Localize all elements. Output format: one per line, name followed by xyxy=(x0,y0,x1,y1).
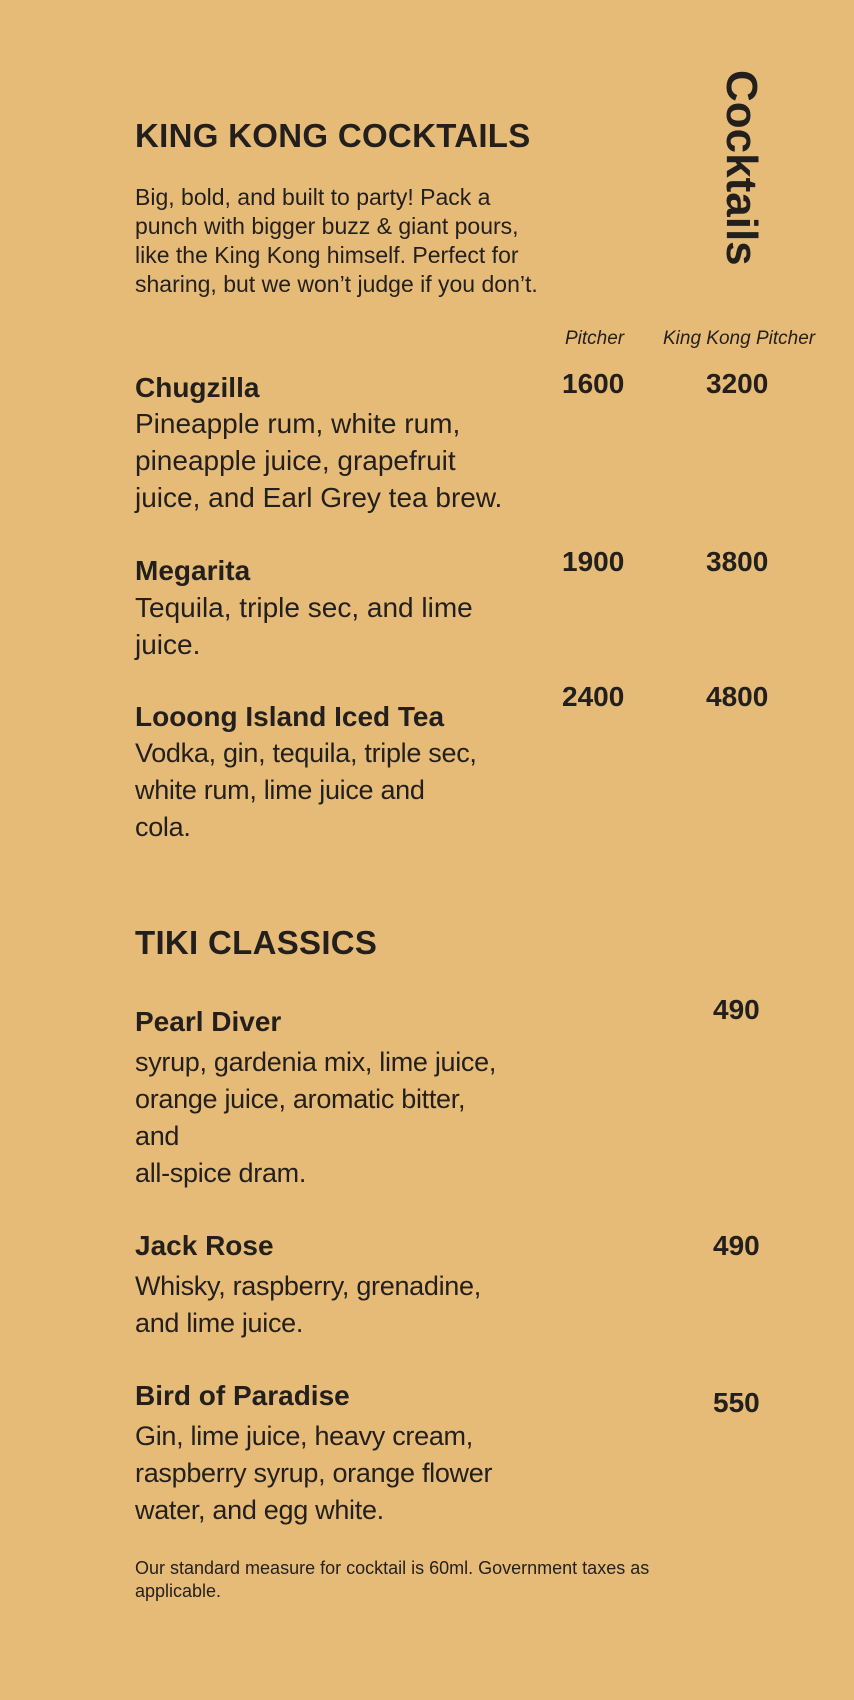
menu-item-price-king-kong-pitcher: 4800 xyxy=(706,681,769,712)
column-header-pitcher: Pitcher xyxy=(565,328,625,349)
section-intro: Big, bold, and built to party! Pack a punch with bigger buzz & giant pours, like the King Kong himself. Perfect for sharing, but we won’t judge if you don’t. xyxy=(135,184,538,297)
menu-item-price: 550 xyxy=(713,1387,760,1418)
menu-item-name: Chugzilla xyxy=(135,372,260,403)
menu-item-description: Pineapple rum, white rum, pineapple juice, grapefruit juice, and Earl Grey tea brew. xyxy=(135,408,503,513)
menu-item-price-pitcher: 1600 xyxy=(562,368,625,399)
menu-item-description: Vodka, gin, tequila, triple sec, white rum, lime juice and cola. xyxy=(135,738,477,842)
menu-item-description: Tequila, triple sec, and lime juice. xyxy=(135,592,473,660)
menu-item-name: Jack Rose xyxy=(135,1230,274,1261)
section-title-king-kong: KING KONG COCKTAILS xyxy=(135,117,531,154)
menu-item-name: Megarita xyxy=(135,555,251,586)
menu-item-price-pitcher: 1900 xyxy=(562,546,625,577)
menu-item-description: syrup, gardenia mix, lime juice, orange juice, aromatic bitter, and all-spice dram. xyxy=(135,1047,497,1188)
menu-item-price-king-kong-pitcher: 3800 xyxy=(706,546,769,577)
column-header-king-kong-pitcher: King Kong Pitcher xyxy=(663,328,816,349)
menu-item-description: Whisky, raspberry, grenadine, and lime juice. xyxy=(135,1271,481,1338)
menu-item-price-king-kong-pitcher: 3200 xyxy=(706,368,769,399)
menu-item-price-pitcher: 2400 xyxy=(562,681,625,712)
section-title-tiki-classics: TIKI CLASSICS xyxy=(135,924,378,961)
menu-item-price: 490 xyxy=(713,1230,760,1261)
menu-item-description: Gin, lime juice, heavy cream, raspberry syrup, orange flower water, and egg white. xyxy=(135,1421,493,1525)
menu-item-name: Bird of Paradise xyxy=(135,1380,350,1411)
menu-item-price: 490 xyxy=(713,994,760,1025)
footnote: Our standard measure for cocktail is 60ml. Government taxes as applicable. xyxy=(135,1558,650,1601)
menu-item-name: Pearl Diver xyxy=(135,1006,282,1037)
menu-item-name: Looong Island Iced Tea xyxy=(135,701,445,732)
page-category-title: Cocktails xyxy=(717,70,766,266)
